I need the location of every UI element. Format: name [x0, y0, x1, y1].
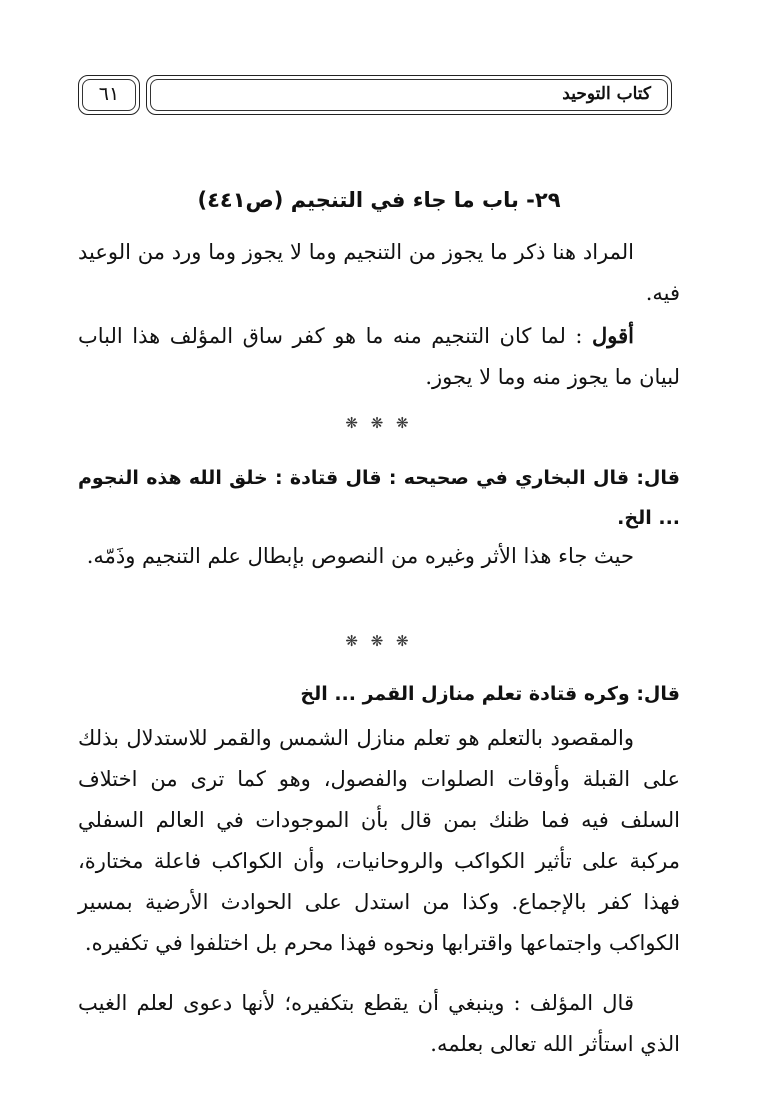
paragraph-aqul: [78, 315, 680, 398]
paragraph-commentary-moon: والمقصود بالتعلم هو تعلم منازل الشمس والقمر للاستدلال بذلك على القبلة وأوقات الصلوات والفصول، وهو كما ترى من اختلاف السلف فيه فما ظنك بمن قال بأن الموجودات في العالم السفلي مركبة على تأثير الكواكب والروحانيات، وأن الكواكب فاعلة مختارة، فهذا كفر بالإجماع. وكذا من استدل على الحوادث الأرضية بمسير الكواكب واجتماعها واقترابها ونحوه فهذا محرم بل اختلفوا في تكفيره.: [78, 726, 680, 955]
page-number: ٦١: [98, 83, 120, 105]
section-separator-2: ❋ ❋ ❋: [345, 632, 413, 650]
chapter-title: ٢٩- باب ما جاء في التنجيم (ص٤٤١): [197, 188, 561, 212]
paragraph-commentary-stars: حيث جاء هذا الأثر وغيره من النصوص بإبطال علم التنجيم وذَمّه.: [86, 544, 634, 568]
paragraph-lead-word: أقول: [592, 323, 634, 348]
page-number-frame: [78, 75, 140, 115]
paragraph-aqul-text: : لما كان التنجيم منه ما هو كفر ساق المؤلف هذا الباب لبيان ما يجوز منه وما لا يجوز.: [78, 324, 680, 389]
quote-heading-qatada: قال: وكره قتادة تعلم منازل القمر ... الخ: [300, 683, 680, 705]
paragraph-author-note: قال المؤلف : وينبغي أن يقطع بتكفيره؛ لأنها دعوى لعلم الغيب الذي استأثر الله تعالى بعلمه.: [78, 991, 680, 1056]
running-header-title: كتاب التوحيد: [562, 84, 651, 104]
quote-heading-bukhari: قال: قال البخاري في صحيحه : قال قتادة : خلق الله هذه النجوم ... الخ.: [78, 467, 680, 529]
paragraph-intro: المراد هنا ذكر ما يجوز من التنجيم وما لا يجوز وما ورد من الوعيد فيه.: [78, 240, 680, 305]
section-separator: ❋ ❋ ❋: [345, 414, 413, 432]
running-header-title-frame: [146, 75, 672, 115]
